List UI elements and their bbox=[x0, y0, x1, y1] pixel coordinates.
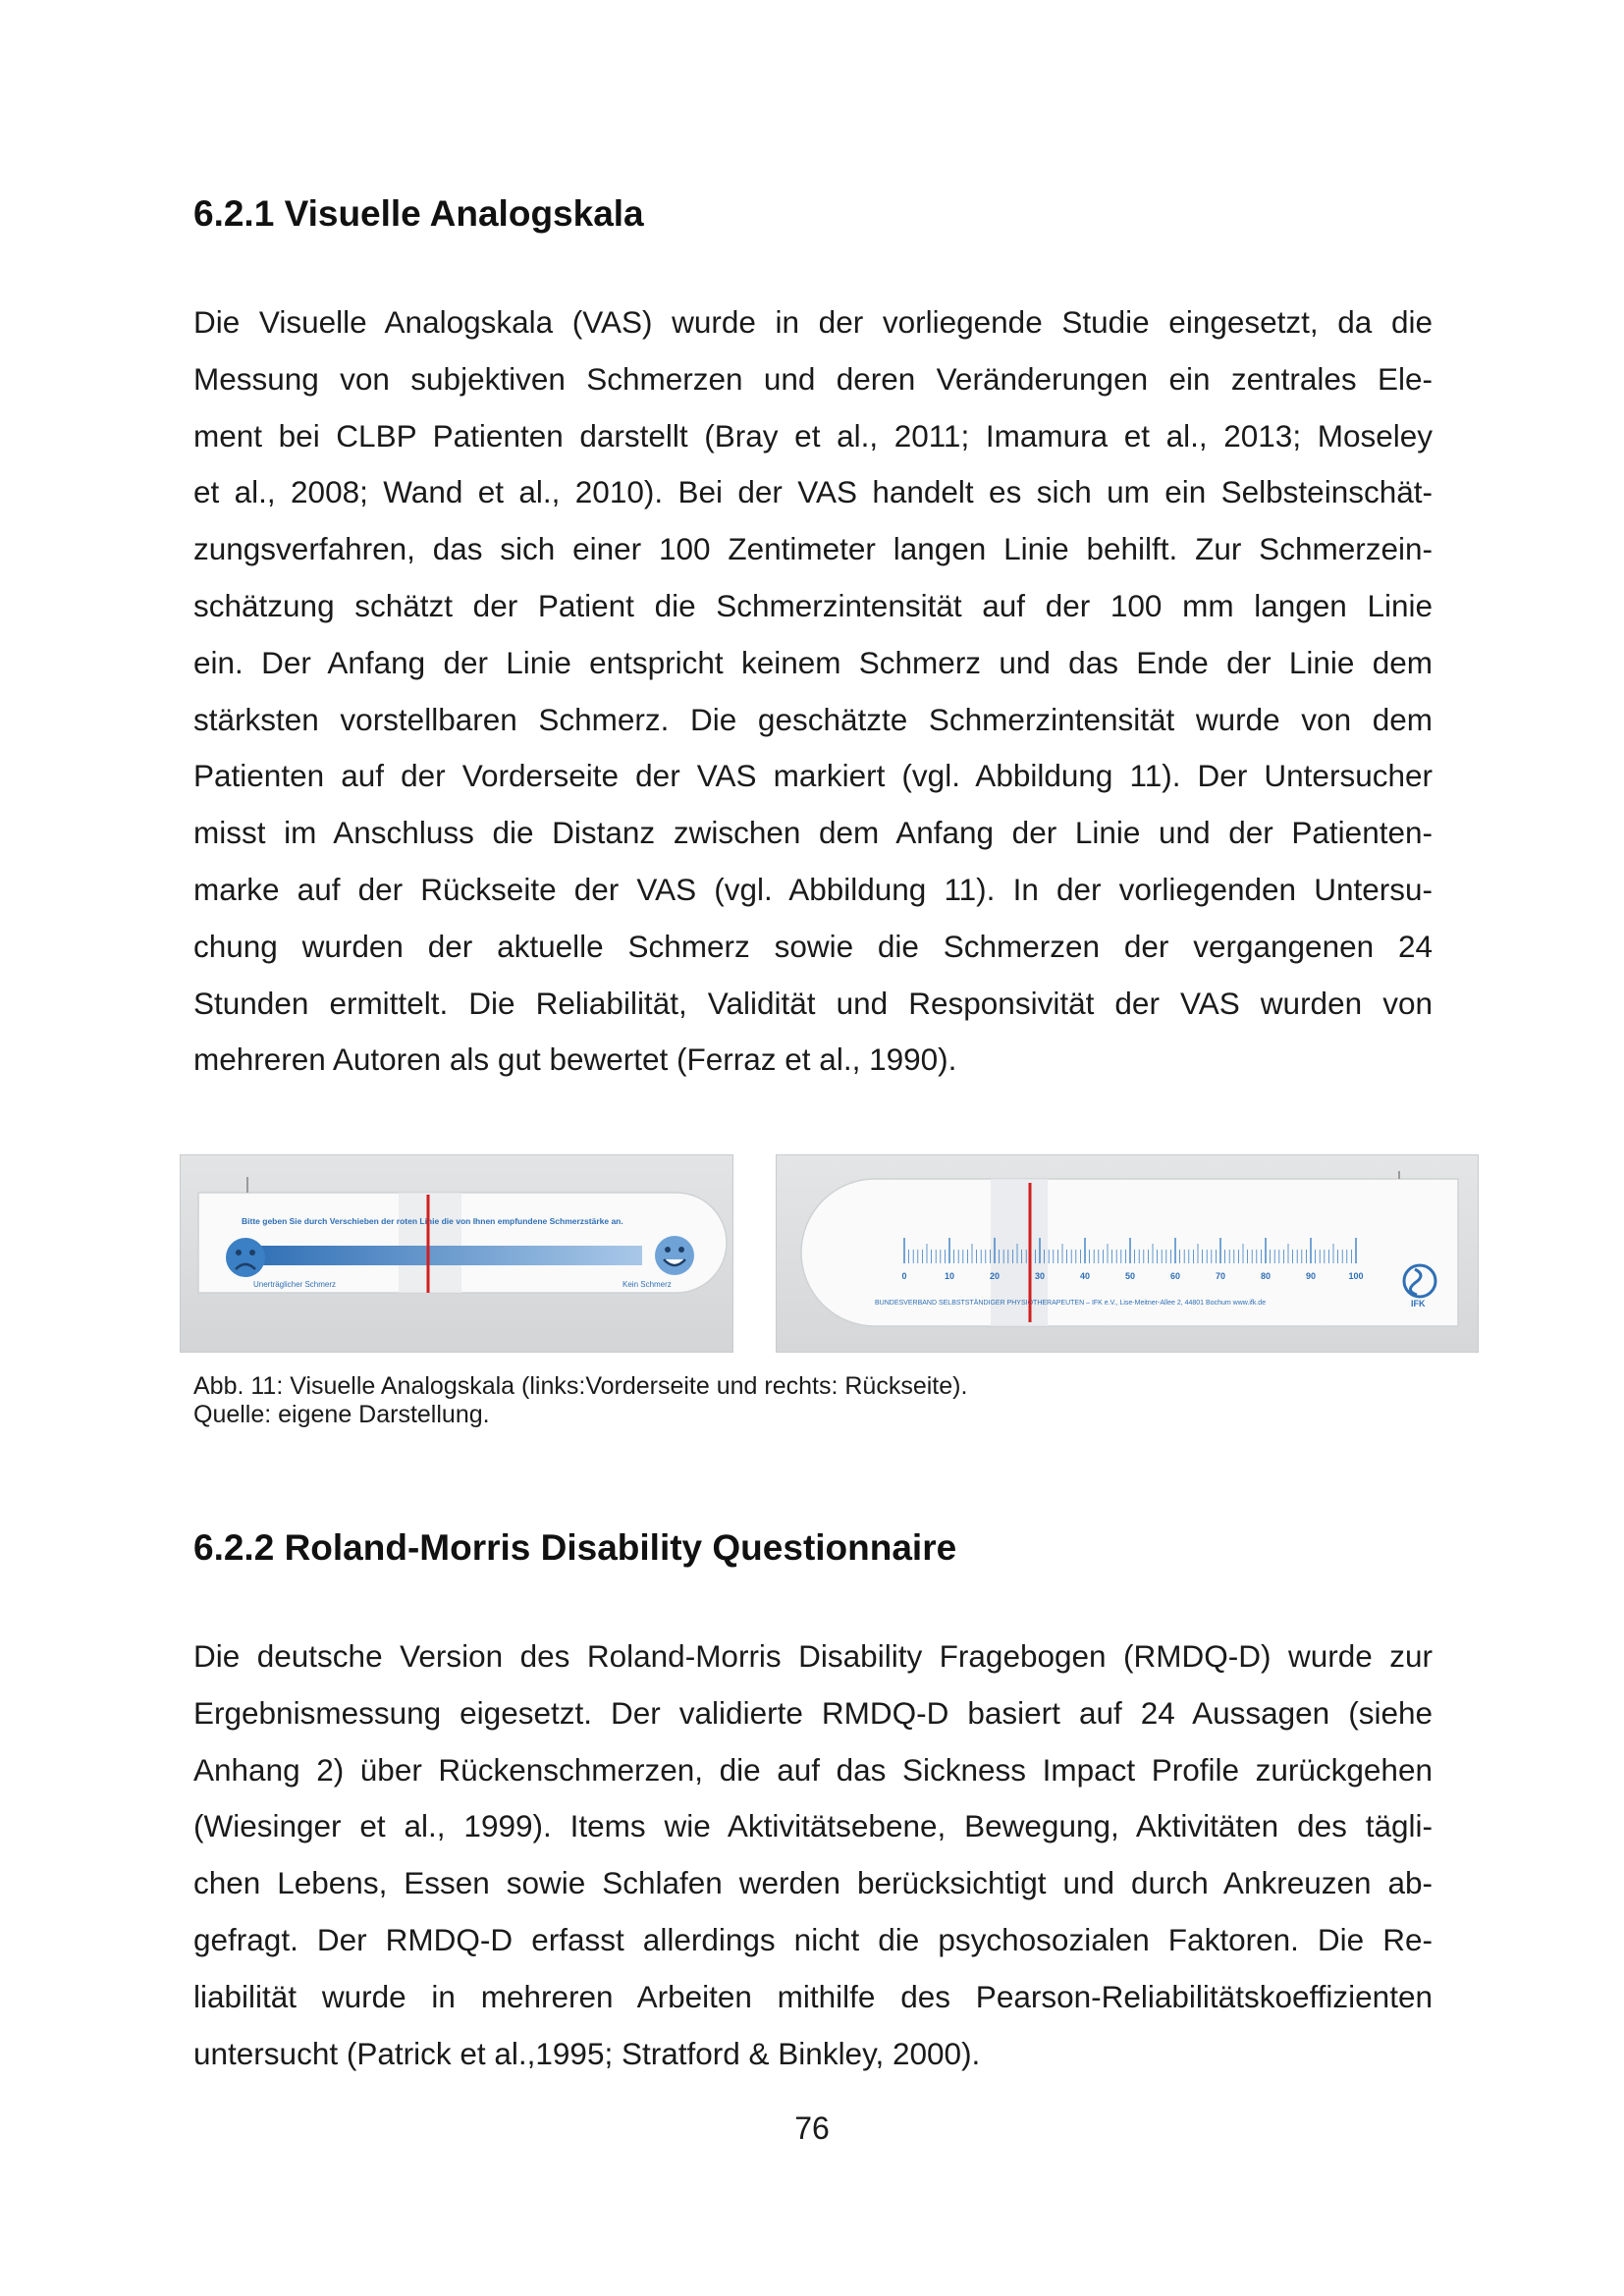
right-label: Kein Schmerz bbox=[623, 1280, 672, 1289]
text-line: et al., 2008; Wand et al., 2010). Bei der VAS handelt es sich um ein Selbsteinschät- bbox=[193, 474, 1433, 510]
text-line: chen Lebens, Essen sowie Schlafen werden berücksichtigt und durch Ankreuzen ab- bbox=[193, 1865, 1433, 1901]
text-line: Ergebnismessung eigesetzt. Der validierte RMDQ-D basiert auf 24 Aussagen (siehe bbox=[193, 1694, 1433, 1731]
text-line: Die Visuelle Analogskala (VAS) wurde in der vorliegende Studie eingesetzt, da die bbox=[193, 304, 1433, 340]
ruler-tick-label: 10 bbox=[944, 1271, 955, 1281]
caption-line: Abb. 11: Visuelle Analogskala (links:Vorderseite und rechts: Rückseite). bbox=[193, 1372, 968, 1400]
page-number: 76 bbox=[794, 2110, 830, 2146]
ruler-tick-label: 70 bbox=[1215, 1271, 1226, 1281]
text-line: ment bei CLBP Patienten darstellt (Bray et al., 2011; Imamura et al., 2013; Moseley bbox=[193, 417, 1433, 454]
caption-source: Quelle: eigene Darstellung. bbox=[193, 1401, 490, 1428]
ruler-tick-label: 80 bbox=[1260, 1271, 1272, 1281]
paragraph-vas bbox=[193, 294, 1433, 1089]
text-line: Patienten auf der Vorderseite der VAS markiert (vgl. Abbildung 11). Der Untersucher bbox=[193, 758, 1433, 794]
text-line: chung wurden der aktuelle Schmerz sowie die Schmerzen der vergangenen 24 bbox=[193, 928, 1433, 964]
section-heading-vas: 6.2.1 Visuelle Analogskala bbox=[193, 193, 644, 234]
text-line: Anhang 2) über Rückenschmerzen, die auf das Sickness Impact Profile zurückgehen bbox=[193, 1751, 1433, 1788]
ruler-tick-label: 50 bbox=[1124, 1271, 1136, 1281]
text-line: (Wiesinger et al., 1999). Items wie Aktivitätsebene, Bewegung, Aktivitäten des tägli- bbox=[193, 1808, 1433, 1844]
smiley-face-icon bbox=[655, 1236, 694, 1275]
left-label: Unerträglicher Schmerz bbox=[253, 1280, 337, 1289]
ruler-tick-label: 0 bbox=[901, 1271, 907, 1281]
text-line: schätzung schätzt der Patient die Schmerzintensität auf der 100 mm langen Linie bbox=[193, 587, 1433, 623]
text-line: Stunden ermittelt. Die Reliabilität, Validität und Responsivität der VAS wurden von bbox=[193, 985, 1433, 1021]
text-line: ein. Der Anfang der Linie entspricht keinem Schmerz und das Ende der Linie dem bbox=[193, 644, 1433, 680]
ruler-tick-label: 100 bbox=[1348, 1271, 1364, 1281]
ruler-tick-label: 60 bbox=[1169, 1271, 1181, 1281]
vas-front-image bbox=[181, 1155, 732, 1352]
back-footer-text: BUNDESVERBAND SELBSTSTÄNDIGER PHYSIOTHERAPEUTEN – IFK e.V., Lise-Meitner-Allee 2, 44801 Bochum www.ifk.de bbox=[875, 1300, 1267, 1307]
ruler-tick-label: 40 bbox=[1079, 1271, 1091, 1281]
pain-scale-bar bbox=[249, 1246, 642, 1265]
figure-caption bbox=[193, 1372, 967, 1429]
svg-text:IFK: IFK bbox=[1411, 1299, 1426, 1308]
text-line: stärksten vorstellbaren Schmerz. Die geschätzte Schmerzintensität wurde von dem bbox=[193, 701, 1433, 737]
vas-back-photo bbox=[776, 1154, 1479, 1353]
text-line: gefragt. Der RMDQ-D erfasst allerdings nicht die psychosozialen Faktoren. Die Re- bbox=[193, 1921, 1433, 1957]
section-heading-rmdq: 6.2.2 Roland-Morris Disability Questionnaire bbox=[193, 1527, 957, 1568]
ruler-tick-label: 20 bbox=[989, 1271, 1001, 1281]
vas-front-photo bbox=[180, 1154, 733, 1353]
sad-face-icon bbox=[226, 1238, 265, 1277]
text-line: misst im Anschluss die Distanz zwischen dem Anfang der Linie und der Patienten- bbox=[193, 815, 1433, 851]
text-line: Die deutsche Version des Roland-Morris Disability Fragebogen (RMDQ-D) wurde zur bbox=[193, 1638, 1433, 1674]
text-line: liabilität wurde in mehreren Arbeiten mithilfe des Pearson-Reliabilitätskoeffizienten bbox=[193, 1978, 1433, 2014]
text-line: Messung von subjektiven Schmerzen und deren Veränderungen ein zentrales Ele- bbox=[193, 360, 1433, 397]
text-line: untersucht (Patrick et al.,1995; Stratford & Binkley, 2000). bbox=[193, 2035, 981, 2071]
ruler-tick-label: 90 bbox=[1305, 1271, 1317, 1281]
ruler-tick-label: 30 bbox=[1034, 1271, 1046, 1281]
front-instruction: Bitte geben Sie durch Verschieben der roten Linie die von Ihnen empfundene Schmerzstärke an. bbox=[242, 1216, 623, 1226]
ruler-body bbox=[198, 1193, 727, 1293]
vas-back-image bbox=[777, 1155, 1478, 1352]
text-line: marke auf der Rückseite der VAS (vgl. Abbildung 11). In der vorliegenden Untersu- bbox=[193, 871, 1433, 907]
text-line: mehreren Autoren als gut bewertet (Ferraz et al., 1990). bbox=[193, 1041, 957, 1078]
paragraph-rmdq bbox=[193, 1629, 1433, 2082]
slider-window bbox=[399, 1193, 461, 1293]
text-line: zungsverfahren, das sich einer 100 Zentimeter langen Linie behilft. Zur Schmerzein- bbox=[193, 531, 1433, 567]
